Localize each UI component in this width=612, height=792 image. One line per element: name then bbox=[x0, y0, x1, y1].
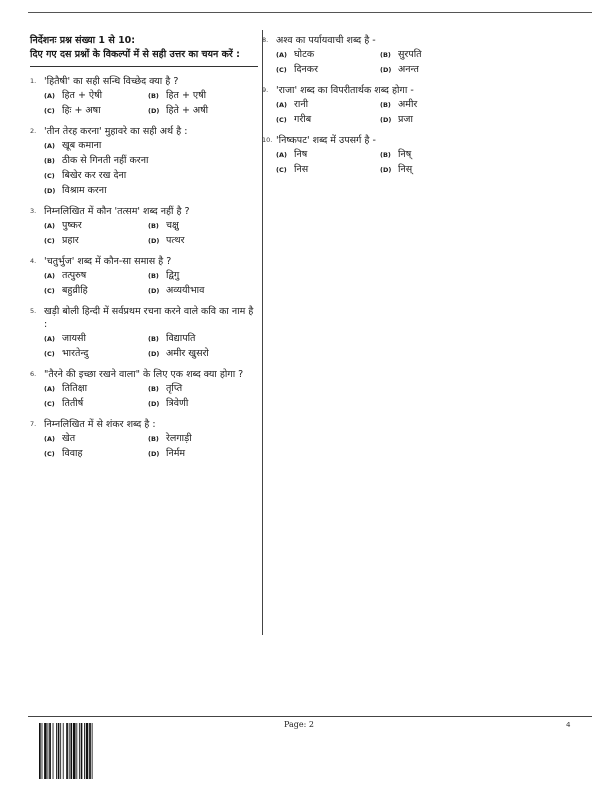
answer-option[interactable] bbox=[148, 398, 252, 410]
option-label: (D) bbox=[148, 350, 160, 358]
question-line bbox=[30, 368, 258, 381]
answer-option[interactable] bbox=[148, 105, 252, 117]
option-label: (C) bbox=[44, 287, 55, 295]
answer-option[interactable] bbox=[380, 99, 484, 111]
answer-option[interactable] bbox=[44, 383, 148, 395]
question-number: 10. bbox=[262, 136, 273, 144]
option-label: (B) bbox=[148, 435, 159, 443]
option-text: बिखेर कर रख देना bbox=[62, 170, 127, 181]
option-list bbox=[44, 333, 258, 360]
question-number: 3. bbox=[30, 207, 37, 215]
option-text: निस bbox=[294, 164, 309, 175]
left-column bbox=[30, 34, 258, 460]
option-text: रेलगाड़ी bbox=[166, 433, 192, 444]
answer-option[interactable] bbox=[44, 235, 148, 247]
option-label: (C) bbox=[276, 166, 287, 174]
option-text: भारतेन्दु bbox=[62, 348, 89, 359]
question-number: 2. bbox=[30, 127, 37, 135]
option-text: अनन्त bbox=[398, 64, 419, 75]
question-item bbox=[30, 368, 258, 410]
option-text: जायसी bbox=[62, 333, 86, 344]
answer-option[interactable] bbox=[148, 235, 252, 247]
option-list bbox=[44, 433, 258, 460]
option-text: विद्यापति bbox=[166, 333, 196, 344]
option-list bbox=[276, 49, 477, 76]
option-list bbox=[276, 149, 477, 176]
option-label: (C) bbox=[44, 450, 55, 458]
answer-option[interactable] bbox=[44, 433, 148, 445]
option-label: (B) bbox=[44, 157, 55, 165]
question-item bbox=[30, 305, 258, 360]
question-number: 6. bbox=[30, 370, 37, 378]
question-item bbox=[30, 205, 258, 247]
option-text: तितीर्ष bbox=[62, 398, 84, 409]
option-text: दिनकर bbox=[294, 64, 318, 75]
instructions-heading: निर्देशनः प्रश्न संख्या 1 से 10: bbox=[30, 35, 136, 46]
answer-option[interactable] bbox=[380, 64, 484, 76]
answer-option[interactable] bbox=[148, 448, 252, 460]
option-label: (A) bbox=[44, 435, 55, 443]
answer-option[interactable] bbox=[44, 185, 252, 197]
option-label: (A) bbox=[44, 335, 55, 343]
option-text: खूब कमाना bbox=[62, 140, 102, 151]
answer-option[interactable] bbox=[148, 433, 252, 445]
option-text: द्विगु bbox=[166, 270, 180, 281]
answer-option[interactable] bbox=[276, 149, 380, 161]
option-list bbox=[44, 270, 258, 297]
question-text: 'तीन तेरह करना' मुहावरे का सही अर्थ है : bbox=[44, 126, 188, 137]
option-text: रानी bbox=[294, 99, 309, 110]
question-line bbox=[30, 418, 258, 431]
option-text: गरीब bbox=[294, 114, 312, 125]
answer-option[interactable] bbox=[44, 348, 148, 360]
answer-option[interactable] bbox=[44, 285, 148, 297]
right-column bbox=[262, 34, 477, 176]
option-text: बहुव्रीहि bbox=[62, 285, 88, 296]
option-label: (C) bbox=[44, 400, 55, 408]
option-label: (D) bbox=[148, 400, 160, 408]
question-line bbox=[30, 305, 258, 331]
option-label: (C) bbox=[44, 107, 55, 115]
answer-option[interactable] bbox=[276, 164, 380, 176]
option-label: (D) bbox=[148, 287, 160, 295]
option-text: तत्पुरुष bbox=[62, 270, 87, 281]
answer-option[interactable] bbox=[276, 99, 380, 111]
top-rule bbox=[28, 12, 592, 13]
option-text: खेत bbox=[62, 433, 76, 444]
option-text: तितिक्षा bbox=[62, 383, 88, 394]
question-number: 9. bbox=[262, 86, 269, 94]
option-text: हित + ऐषी bbox=[62, 90, 103, 101]
option-list bbox=[44, 140, 258, 197]
option-text: अमीर खुसरो bbox=[166, 348, 209, 359]
option-text: विश्राम करना bbox=[62, 185, 107, 196]
option-label: (A) bbox=[44, 385, 55, 393]
question-item bbox=[262, 134, 477, 176]
instructions-box bbox=[30, 34, 258, 67]
option-text: विवाह bbox=[62, 448, 83, 459]
question-line bbox=[262, 84, 477, 97]
option-label: (B) bbox=[148, 92, 159, 100]
option-text: प्रहार bbox=[62, 235, 79, 246]
option-text: निष् bbox=[398, 149, 412, 160]
option-label: (B) bbox=[148, 335, 159, 343]
answer-option[interactable] bbox=[148, 270, 252, 282]
option-text: चक्षु bbox=[166, 220, 179, 231]
question-number: 5. bbox=[30, 307, 37, 315]
question-text: निम्नलिखित में से शंकर शब्द है : bbox=[44, 419, 156, 430]
option-text: अव्ययीभाव bbox=[166, 285, 205, 296]
option-label: (C) bbox=[44, 172, 55, 180]
answer-option[interactable] bbox=[380, 149, 484, 161]
question-text: निम्नलिखित में कौन 'तत्सम' शब्द नहीं है ? bbox=[44, 206, 190, 217]
option-text: हिते + अषी bbox=[166, 105, 209, 116]
option-label: (D) bbox=[380, 66, 392, 74]
option-text: निस् bbox=[398, 164, 413, 175]
question-line bbox=[262, 34, 477, 47]
page-number: Page: 2 bbox=[284, 720, 314, 729]
option-label: (D) bbox=[44, 187, 56, 195]
option-text: हिः + अषा bbox=[62, 105, 101, 116]
option-list bbox=[44, 220, 258, 247]
option-label: (C) bbox=[44, 237, 55, 245]
question-text: 'चतुर्भुज' शब्द में कौन-सा समास है ? bbox=[44, 256, 172, 267]
option-list bbox=[44, 383, 258, 410]
answer-option[interactable] bbox=[44, 105, 148, 117]
option-label: (A) bbox=[276, 51, 287, 59]
question-text: "तैरने की इच्छा रखने वाला" के लिए एक शब्द क्या होगा ? bbox=[44, 369, 244, 380]
answer-option[interactable] bbox=[148, 90, 252, 102]
question-line bbox=[30, 75, 258, 88]
question-text: 'हितैषी' का सही सन्धि विच्छेद क्या है ? bbox=[44, 76, 179, 87]
answer-option[interactable] bbox=[276, 49, 380, 61]
option-label: (C) bbox=[276, 66, 287, 74]
answer-option[interactable] bbox=[380, 49, 484, 61]
option-label: (D) bbox=[380, 116, 392, 124]
right-question-list bbox=[262, 34, 477, 176]
left-question-list bbox=[30, 75, 258, 460]
answer-option[interactable] bbox=[44, 90, 148, 102]
option-label: (D) bbox=[380, 166, 392, 174]
question-text: 'राजा' शब्द का विपरीतार्थक शब्द होगा - bbox=[276, 85, 414, 96]
option-label: (B) bbox=[148, 385, 159, 393]
question-line bbox=[30, 205, 258, 218]
question-text: 'निष्कपट' शब्द में उपसर्ग है - bbox=[276, 135, 376, 146]
option-text: अमीर bbox=[398, 99, 418, 110]
option-text: सुरपति bbox=[398, 49, 422, 60]
question-line bbox=[30, 125, 258, 138]
option-label: (D) bbox=[148, 107, 160, 115]
question-number: 8. bbox=[262, 36, 269, 44]
answer-option[interactable] bbox=[44, 398, 148, 410]
answer-option[interactable] bbox=[276, 114, 380, 126]
option-label: (C) bbox=[276, 116, 287, 124]
answer-option[interactable] bbox=[44, 220, 148, 232]
option-label: (B) bbox=[148, 272, 159, 280]
question-item bbox=[30, 418, 258, 460]
option-label: (D) bbox=[148, 237, 160, 245]
option-label: (D) bbox=[148, 450, 160, 458]
option-text: निष bbox=[294, 149, 308, 160]
option-label: (B) bbox=[148, 222, 159, 230]
barcode-image bbox=[38, 723, 112, 779]
answer-option[interactable] bbox=[44, 448, 148, 460]
answer-option[interactable] bbox=[380, 164, 484, 176]
question-line bbox=[262, 134, 477, 147]
footer-rule bbox=[28, 716, 592, 717]
question-item bbox=[30, 75, 258, 117]
question-item bbox=[30, 125, 258, 197]
option-text: त्रिवेणी bbox=[166, 398, 189, 409]
option-list bbox=[276, 99, 477, 126]
option-label: (A) bbox=[44, 142, 55, 150]
option-label: (A) bbox=[276, 101, 287, 109]
answer-option[interactable] bbox=[148, 285, 252, 297]
answer-option[interactable] bbox=[148, 220, 252, 232]
option-label: (A) bbox=[276, 151, 287, 159]
option-label: (A) bbox=[44, 222, 55, 230]
question-line bbox=[30, 255, 258, 268]
answer-option[interactable] bbox=[148, 383, 252, 395]
option-label: (B) bbox=[380, 101, 391, 109]
answer-option[interactable] bbox=[380, 114, 484, 126]
answer-option[interactable] bbox=[44, 270, 148, 282]
question-number: 7. bbox=[30, 420, 37, 428]
option-label: (A) bbox=[44, 272, 55, 280]
answer-option[interactable] bbox=[276, 64, 380, 76]
option-text: हित + एषी bbox=[166, 90, 207, 101]
question-text: खड़ी बोली हिन्दी में सर्वप्रथम रचना करने वाले कवि का नाम है : bbox=[44, 306, 254, 330]
instructions-body: दिए गए दस प्रश्नों के विकल्पों में से सही उत्तर का चयन करें : bbox=[30, 49, 240, 60]
option-label: (C) bbox=[44, 350, 55, 358]
option-text: घोटक bbox=[294, 49, 315, 60]
option-list bbox=[44, 90, 258, 117]
question-text: अश्व का पर्यायवाची शब्द है - bbox=[276, 35, 376, 46]
option-text: पत्थर bbox=[166, 235, 185, 246]
answer-option[interactable] bbox=[44, 155, 252, 167]
question-item bbox=[262, 84, 477, 126]
option-label: (A) bbox=[44, 92, 55, 100]
answer-option[interactable] bbox=[44, 140, 252, 152]
answer-option[interactable] bbox=[148, 333, 252, 345]
question-item bbox=[262, 34, 477, 76]
option-text: तृप्ति bbox=[166, 383, 183, 394]
question-item bbox=[30, 255, 258, 297]
option-text: पुष्कर bbox=[62, 220, 82, 231]
page-code: 4 bbox=[566, 721, 571, 729]
answer-option[interactable] bbox=[148, 348, 252, 360]
question-number: 1. bbox=[30, 77, 37, 85]
option-text: प्रजा bbox=[398, 114, 413, 125]
answer-option[interactable] bbox=[44, 170, 252, 182]
option-label: (B) bbox=[380, 51, 391, 59]
option-text: ठीक से गिनती नहीं करना bbox=[62, 155, 149, 166]
option-label: (B) bbox=[380, 151, 391, 159]
answer-option[interactable] bbox=[44, 333, 148, 345]
option-text: निर्मम bbox=[166, 448, 186, 459]
question-number: 4. bbox=[30, 257, 37, 265]
